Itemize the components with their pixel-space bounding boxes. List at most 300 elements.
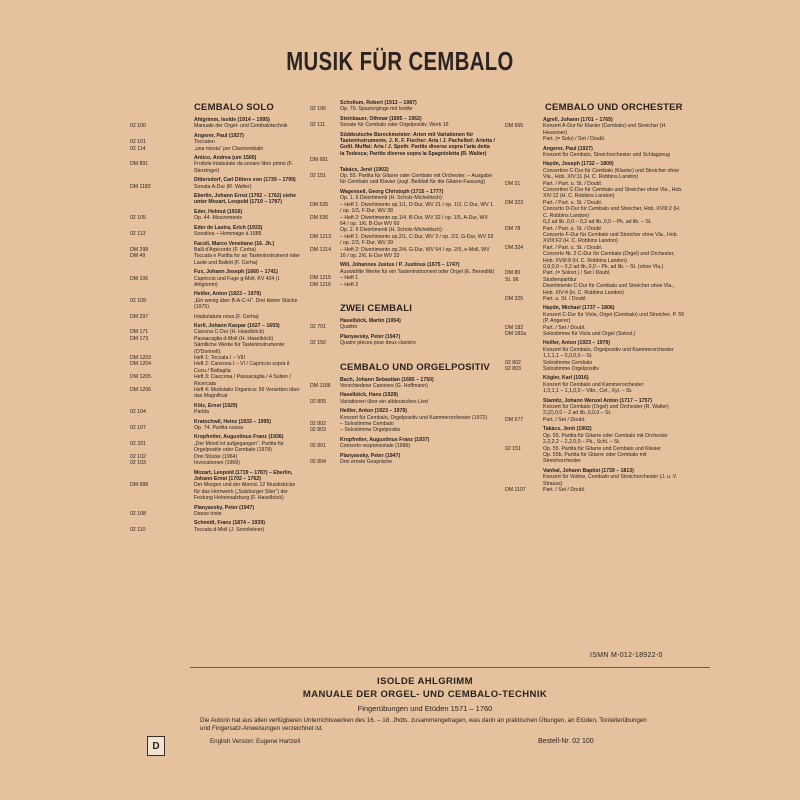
catalog-entry bbox=[130, 177, 300, 190]
work-title: Heft 4: Modulatio Organica: 56 Versetten über das Magnificat bbox=[194, 387, 300, 400]
catalog-entry bbox=[505, 426, 685, 464]
section-heading: CEMBALO UND ORCHESTER bbox=[545, 102, 683, 113]
entry-row bbox=[310, 215, 495, 228]
composer-name: Kerll, Johann Kaspar (1627 – 1693) bbox=[194, 322, 280, 329]
entry-list bbox=[505, 117, 685, 493]
catalog-number: 02 102 bbox=[130, 453, 146, 460]
entry-row bbox=[310, 383, 495, 389]
catalog-number: DM 536 bbox=[310, 214, 329, 221]
catalog-entry bbox=[505, 146, 685, 159]
catalog-number: 02 107 bbox=[130, 425, 146, 432]
entry-row bbox=[505, 312, 685, 325]
entry-row bbox=[310, 106, 495, 112]
catalog-number: 02 104 bbox=[130, 409, 146, 416]
entry-row bbox=[130, 123, 300, 129]
entry-row bbox=[310, 132, 495, 158]
composer-name: Heiller, Anton (1923 – 1979) bbox=[194, 291, 261, 298]
work-title: Konzert für Cembalo, Streichorchester und Schlagzeug bbox=[543, 152, 670, 159]
work-title: Auswählte Werke für ein Tasteninstrument oder Orgel (E. Benedikt) bbox=[340, 268, 495, 275]
composer-name: Takács, Jenö (1902) bbox=[543, 426, 592, 433]
entry-row bbox=[505, 206, 685, 219]
composer-name: Eder de Lastra, Erich (1933) bbox=[194, 224, 263, 231]
catalog-number: DM 80 bbox=[505, 270, 521, 277]
entry-row bbox=[130, 215, 300, 221]
composer-name: Stamitz, Johann Wenzel Anton (1717 – 1757) bbox=[543, 397, 652, 404]
entry-row bbox=[130, 314, 300, 320]
work-title: Toccata e Partita for an Tasteninstrument oder Laute und Ballett (F. Cerha) bbox=[194, 253, 301, 266]
catalog-entry bbox=[310, 408, 495, 434]
column-middle bbox=[310, 100, 495, 468]
work-title: – Heft 1: Divertimento op.2/1, C-Dur, WV 3 / op. 2/2, G-Dur, WV 53 / op. 2/3, F-Dur, WV 39 bbox=[340, 233, 494, 247]
catalog-entry bbox=[310, 189, 495, 259]
work-title: Part. / Set / Doubl. bbox=[543, 324, 586, 331]
work-title: „Der Mond ist aufgegangen“. Partita für Orgelpositiv oder Cembalo (1978) bbox=[194, 440, 284, 454]
work-title: 0,0,0,0 – 0,2 ad lib.,0,0 – Pk. ad lib. – St. (ohne Vla.) bbox=[543, 263, 664, 270]
work-title: 2,2,2,2 – 2,2,0,0 – Pk., Schl. – St. bbox=[543, 439, 621, 446]
entry-row bbox=[310, 157, 495, 163]
catalog-entry bbox=[130, 133, 300, 152]
work-title: Op. 55. Partita für Gitarre und Cembalo und Klavier bbox=[543, 445, 661, 452]
work-title: – Heft 2: Divertimento op.2/4, G-Dur, WV 54 / op. 2/5, e-Moll, WV 16 / op. 2/6, E-Dur WV 33 bbox=[340, 246, 490, 259]
composer-name: Planyavsky, Peter (1947) bbox=[194, 504, 255, 511]
work-title: Heft 2: Canzona I – VI / Capriccio sopra il Cucu / Battaglia bbox=[194, 361, 290, 374]
catalog-number: DM 78 bbox=[505, 225, 521, 232]
catalog-number: 02 101 bbox=[130, 139, 146, 146]
work-title: Sonate für Cembalo oder Orgelpositiv, Werk 16 bbox=[340, 122, 449, 129]
catalog-entry bbox=[130, 193, 300, 206]
entry-row bbox=[130, 146, 300, 152]
work-title bbox=[340, 157, 495, 163]
catalog-number: DM 1214 bbox=[310, 246, 332, 253]
work-title: 0,2 ad lib.,0,0 – 0,2 ad lib.,0,0 – Pk. ad lib. – St. bbox=[543, 219, 652, 226]
catalog-entry bbox=[130, 505, 300, 518]
catalog-number: 02 803 bbox=[310, 427, 326, 434]
entry-row bbox=[505, 388, 685, 394]
composer-name: Dittersdorf, Carl Ditters von (1739 – 1799) bbox=[194, 177, 296, 184]
composer-name: Kratochwil, Heinz (1933 – 1995) bbox=[194, 418, 271, 425]
work-title: Part. / Part. u. St. / Doubl. bbox=[543, 225, 603, 232]
catalog-entry bbox=[310, 318, 495, 331]
english-version-credit: English Version: Eugene Hartzell bbox=[210, 738, 301, 745]
catalog-entry bbox=[505, 398, 685, 424]
catalog-number: DM 49 bbox=[130, 253, 146, 260]
catalog-number bbox=[505, 187, 543, 200]
catalog-entry bbox=[130, 419, 300, 432]
catalog-number: 02 100 bbox=[130, 123, 146, 130]
catalog-number bbox=[505, 388, 543, 394]
catalog-number: DM 323 bbox=[505, 199, 524, 206]
catalog-entry bbox=[130, 434, 300, 466]
work-title: Sämtliche Werke für Tasteninstrumente (O'Donnell): bbox=[194, 342, 285, 355]
featured-work-box bbox=[200, 676, 650, 733]
composer-name: Wagenseil, Georg Christoph (1715 – 1777) bbox=[340, 188, 444, 195]
entry-row bbox=[130, 511, 300, 517]
catalog-number: DM 325 bbox=[505, 295, 524, 302]
work-title: Konzert für Cembalo und Kammerorchester bbox=[543, 381, 644, 388]
catalog-number bbox=[505, 312, 543, 325]
work-title: Op. 44. Mouvements bbox=[194, 215, 243, 222]
work-title: Konzert für Cembalo (Orgel) und Orchester (R. Walter) bbox=[543, 404, 669, 411]
work-title: Solostimme Orgelpositiv bbox=[543, 366, 599, 373]
catalog-entry bbox=[130, 520, 300, 533]
catalog-number: 02 805 bbox=[310, 398, 326, 405]
catalog-number: DM 681 bbox=[310, 157, 329, 164]
catalog-entry bbox=[310, 116, 495, 129]
catalog-number bbox=[130, 342, 194, 355]
catalog-number: St. 96 bbox=[505, 276, 519, 283]
divider bbox=[190, 667, 710, 668]
catalog-number: 02 109 bbox=[130, 297, 146, 304]
work-title: Op. 55. Partita für Gitarre oder Cembalo mit Orchester bbox=[543, 432, 668, 439]
work-title: Konzert A-Dur für Klavier (Cembalo) und Streicher (H. Heussner) bbox=[543, 123, 667, 136]
catalog-number: DM 1205 bbox=[130, 374, 152, 381]
work-title: Op. 2. 6 Divertimenti (H. Scholz-Michelitsch): bbox=[340, 227, 444, 234]
catalog-number: 02 114 bbox=[130, 145, 146, 152]
ismn-number: ISMN M-012-18922-0 bbox=[590, 652, 663, 659]
work-title: „una mesta“ per Clavicembalo bbox=[194, 145, 264, 152]
catalog-number: 02 113 bbox=[130, 231, 146, 238]
catalog-number bbox=[505, 136, 543, 142]
entry-row bbox=[130, 441, 300, 454]
catalog-number bbox=[505, 232, 543, 245]
work-title: Quatre pièces pour deux claviers bbox=[340, 340, 416, 347]
work-title: Solostimme Cembalo bbox=[543, 359, 593, 366]
entry-row bbox=[505, 452, 685, 465]
entry-row bbox=[505, 251, 685, 264]
composer-name: Kölz, Ernst (1929) bbox=[194, 402, 238, 409]
entry-row bbox=[505, 474, 685, 487]
entry-row bbox=[505, 331, 685, 337]
entry-row bbox=[505, 123, 685, 136]
entry-row bbox=[130, 231, 300, 237]
work-title: Part. / Set / Doubl. bbox=[543, 486, 586, 493]
work-title: Concerto responsoriale (1986) bbox=[340, 443, 411, 450]
catalog-number: DM 588 bbox=[130, 482, 149, 489]
composer-name: Eder, Helmut (1916) bbox=[194, 208, 243, 215]
composer-name: Kögler, Karl (1916) bbox=[543, 375, 589, 382]
composer-name: Haselböck, Martin (1954) bbox=[340, 317, 401, 324]
composer-name: Heiller, Anton (1923 – 1979) bbox=[543, 340, 610, 347]
work-title: Verschiedene Canones (G. Hoffmann) bbox=[340, 383, 428, 389]
entry-row bbox=[505, 487, 685, 493]
composer-name: Planyavsky, Peter (1947) bbox=[340, 452, 401, 459]
entry-row bbox=[130, 361, 300, 374]
composer-name: Süddeutsche Barockmeister: Arien mit Variationen für Tasteninstrumente, J. K. F. Fischer: Aria / J. Pachelbel: Arietta / Gottl. Muffat: Aria / J. Speth: Partite diverse sopra l'aria detta la Todesca; Partite diverse sopra la Spagnioletta (R. Walter) bbox=[340, 131, 495, 157]
catalog-number: DM 535 bbox=[310, 201, 329, 208]
catalog-entry bbox=[505, 468, 685, 494]
entry-row bbox=[310, 427, 495, 433]
composer-name: Kropfreiter, Augustinus Franz (1936) bbox=[194, 434, 284, 441]
entry-row bbox=[310, 443, 495, 449]
catalog-entry bbox=[130, 291, 300, 310]
work-title: 2,(2),0,0 – 2 ad lib.,0,0,0 – St. bbox=[543, 410, 612, 417]
catalog-number: DM 106 bbox=[130, 275, 149, 282]
catalog-number: DM 1204 bbox=[130, 361, 152, 368]
catalog-number: 02 331 bbox=[130, 440, 146, 447]
work-title: Passacaglia d-Moll (H. Haselböck) bbox=[194, 335, 274, 342]
work-title: Heft 3: Ciaccona / Passacaglia / 4 Suiten / Ricercata bbox=[194, 374, 291, 387]
catalog-number: DM 171 bbox=[130, 329, 149, 336]
catalog-number: 02 108 bbox=[130, 510, 146, 517]
work-title: Ciacona C-Dur (H. Haselböck) bbox=[194, 329, 265, 336]
entry-list bbox=[130, 117, 300, 533]
catalog-number: DM 1107 bbox=[505, 486, 526, 493]
work-title: Op. 55. Partita für Gitarre oder Cembalo mit Orchester. – Ausgabe für Cembalo und Klavier (zugl. Beiblatt für die Gitarre-Fassung) bbox=[340, 173, 492, 186]
work-title: – Solostimme Cembalo bbox=[340, 421, 394, 428]
catalog-number bbox=[505, 251, 543, 264]
catalog-entry bbox=[130, 155, 300, 174]
work-title: – Heft 2: Divertimento op.1/4, B-Dur, WV 32 / op. 1/5, A-Dur, WV 64 / op. 1/6, B-Dur WV 60 bbox=[340, 214, 488, 227]
entry-row bbox=[505, 296, 685, 302]
catalog-number bbox=[505, 283, 543, 296]
entry-list bbox=[310, 100, 495, 288]
entry-row bbox=[130, 425, 300, 431]
composer-name: Facoli, Marco Venetiano (16. Jh.) bbox=[194, 240, 275, 247]
entry-row bbox=[505, 366, 685, 372]
catalog-number: DM 1183 bbox=[130, 183, 151, 190]
work-title: Solostimme für Viola und Orgel (Solost.) bbox=[543, 331, 636, 337]
entry-list bbox=[310, 377, 495, 466]
catalog-entry bbox=[310, 167, 495, 186]
entry-row bbox=[130, 527, 300, 533]
composer-name: Takács, Jenö (1902) bbox=[340, 166, 389, 173]
featured-description: Die Autorin hat aus allen verfügbaren Unterrichtswerken des 16. – 18. Jhdts. zusammengetragen, was darin an praktischen Übungen, an Etüden, Tonleiterübungen und Fingersatz-Anweisungen verzeichnet ist. bbox=[200, 717, 647, 732]
catalog-number: 02 106 bbox=[310, 106, 326, 113]
catalog-number: DM 1213 bbox=[310, 233, 332, 240]
catalog-number: 02 802 bbox=[505, 359, 521, 366]
entry-row bbox=[505, 152, 685, 158]
work-title: Konzert C-Dur für Viola, Orgel (Cembalo) und Streicher, P. 55 (P. Angerer) bbox=[543, 311, 685, 325]
column-cembalo-solo bbox=[130, 100, 300, 536]
catalog-number: 02 150 bbox=[310, 340, 326, 347]
catalog-number: 02 151 bbox=[310, 173, 326, 180]
catalog-entry bbox=[505, 161, 685, 302]
catalog-number: 02 111 bbox=[310, 122, 326, 129]
section-heading: CEMBALO SOLO bbox=[194, 102, 274, 113]
entry-row bbox=[130, 482, 300, 501]
entry-row bbox=[130, 387, 300, 400]
catalog-entry bbox=[130, 117, 300, 130]
entry-row bbox=[310, 399, 495, 405]
entry-row bbox=[505, 187, 685, 200]
catalog-number: DM 891 bbox=[130, 161, 149, 168]
entry-row bbox=[310, 234, 495, 247]
work-title: Part. / Part. u. St. / Doubl. bbox=[543, 244, 603, 251]
catalog-entry bbox=[505, 117, 685, 143]
catalog-entry bbox=[310, 377, 495, 390]
catalog-number bbox=[505, 168, 543, 181]
work-title: Concerto D-Dur für Cembalo und Streicher, Hob. XVIII:2 (H. C. Robbins Landon) bbox=[543, 206, 681, 219]
work-title: Der Morgen und der Abend. 12 Musikstücke für das Hornwerk („Salzburger Stier“) der Festung Hohensalzburg (F. Haselböck) bbox=[194, 482, 296, 502]
work-title: Op. 70. Spazierginge mit Isolde bbox=[340, 106, 413, 113]
work-title: Toccaten bbox=[194, 139, 215, 146]
entry-row bbox=[130, 161, 300, 174]
work-title: Part. u. St. / Doubl. bbox=[543, 295, 587, 302]
work-title: Divertimento C-Dur für Cembalo und Streicher ohne Vla., Hob. XIV:4 (H. C. Robbins Landon) bbox=[543, 283, 675, 296]
catalog-number: 02 803 bbox=[505, 366, 521, 373]
work-title: Invocationen (1969) bbox=[194, 460, 240, 467]
catalog-entry bbox=[130, 403, 300, 416]
work-title: Part. (= Solost.) / Set / Doubl. bbox=[543, 270, 611, 277]
catalog-number: DM 297 bbox=[130, 313, 149, 320]
catalog-number: 02 804 bbox=[310, 459, 326, 466]
work-title: Danse triste bbox=[194, 510, 222, 517]
catalog-number: DM 1206 bbox=[130, 387, 152, 394]
catalog-number: DM 1203 bbox=[130, 355, 152, 361]
catalog-entry bbox=[310, 334, 495, 347]
work-title: Op. 74. Partita nuova bbox=[194, 425, 244, 432]
entry-row bbox=[310, 122, 495, 128]
catalog-number: 02 103 bbox=[130, 460, 146, 467]
work-title: Op. 55b. Partita für Gitarre oder Cembalo mit Streichorchester bbox=[543, 451, 647, 465]
work-title: Toccata d-Moll (J. Sonnleitner) bbox=[194, 526, 265, 533]
work-title: Frottole intabulate da sonare libro primo (F. Sterzinger) bbox=[194, 161, 293, 174]
composer-name: Angerer, Paul (1927) bbox=[194, 132, 244, 139]
order-number: Bestell-Nr. 02 100 bbox=[538, 738, 594, 745]
featured-title: MANUALE DER ORGEL- UND CEMBALO-TECHNIK bbox=[302, 689, 548, 700]
catalog-entry bbox=[310, 132, 495, 164]
composer-name: Bach, Johann Sebastian (1685 – 1750) bbox=[340, 376, 434, 383]
page-title: MUSIK FÜR CEMBALO bbox=[286, 46, 514, 76]
entry-row bbox=[130, 184, 300, 190]
composer-name: Steinbauer, Othmar (1895 – 1962) bbox=[340, 115, 422, 122]
section-heading: CEMBALO UND ORGELPOSITIV bbox=[340, 361, 490, 373]
work-title: Quattro bbox=[340, 324, 358, 331]
composer-name: Angerer, Paul (1927) bbox=[543, 145, 593, 152]
work-title: – Heft 2 bbox=[340, 281, 359, 288]
entry-row bbox=[505, 136, 685, 142]
catalog-number bbox=[505, 474, 543, 487]
work-title: Intabulatura nova (F. Cerha) bbox=[194, 313, 259, 320]
work-title: Drei ernste Gespräche bbox=[340, 459, 393, 466]
entry-row bbox=[310, 202, 495, 215]
work-title: Sonata A-Dur (R. Walter) bbox=[194, 183, 252, 190]
composer-name: Antico, Andrea (um 1500) bbox=[194, 155, 257, 162]
catalog-number: 02 801 bbox=[310, 443, 326, 450]
work-title: Drei Stücke (1964) bbox=[194, 453, 238, 460]
catalog-number: DM 21 bbox=[505, 180, 521, 187]
entry-row bbox=[130, 253, 300, 266]
publisher-logo-icon: D bbox=[147, 736, 165, 756]
catalog-entry bbox=[310, 453, 495, 466]
composer-name: Haydn, Michael (1737 – 1806) bbox=[543, 305, 615, 312]
composer-name: Eberlin, Johann Ernst (1702 – 1762) siehe unter Mozart, Leopold (1719 – 1787) bbox=[194, 193, 297, 206]
catalog-entry bbox=[310, 100, 495, 113]
work-title: – Solostimme Orgelpositiv bbox=[340, 427, 401, 434]
entry-row bbox=[130, 460, 300, 466]
composer-name: Haselböck, Hans (1928) bbox=[340, 392, 398, 399]
catalog-number: 02 105 bbox=[130, 215, 146, 222]
work-title: Part. (= Solo) / Set / Doubl. bbox=[543, 136, 606, 143]
entry-row bbox=[130, 409, 300, 415]
catalog-number: 02 110 bbox=[130, 526, 146, 533]
entry-row bbox=[310, 459, 495, 465]
work-title: Part. / Set / Doubl. bbox=[543, 416, 586, 423]
entry-row bbox=[130, 193, 300, 206]
composer-name: Kropfreiter, Augustinus Franz (1937) bbox=[340, 436, 430, 443]
composer-name: Vanhal, Johann Baptist (1739 – 1813) bbox=[543, 467, 634, 474]
catalog-number bbox=[310, 132, 340, 158]
entry-row bbox=[310, 324, 495, 330]
catalog-number: DM 182a bbox=[505, 331, 527, 337]
catalog-number bbox=[505, 206, 543, 219]
work-title: Partita bbox=[194, 409, 209, 416]
section-heading: ZWEI CEMBALI bbox=[340, 302, 413, 314]
catalog-entry bbox=[130, 314, 300, 320]
composer-name: Schmidt, Franz (1874 – 1939) bbox=[194, 520, 265, 527]
entry-row bbox=[505, 417, 685, 423]
catalog-number: DM 1216 bbox=[310, 281, 332, 288]
composer-name: Mozart, Leopold (1719 – 1787) – Eberlin, Johann Ernst (1702 – 1762) bbox=[194, 469, 293, 482]
work-title: Part. / Part. u. St. / Doubl. bbox=[543, 199, 603, 206]
entry-row bbox=[130, 470, 300, 483]
catalog-entry bbox=[130, 323, 300, 400]
catalog-number bbox=[505, 452, 543, 465]
composer-name: Agrell, Johann (1701 – 1765) bbox=[543, 117, 613, 123]
work-title: Part. / Part. u. St. / Doubl. bbox=[543, 180, 603, 187]
entry-row bbox=[310, 173, 495, 186]
work-title: 1,1,1,1 – 0,0,0,0 – St. bbox=[543, 353, 593, 360]
entry-row bbox=[130, 298, 300, 311]
featured-author: ISOLDE AHLGRIMM bbox=[377, 676, 473, 687]
entry-list bbox=[310, 318, 495, 347]
work-title: – Heft 1: Divertimento op.1/1, D-Dur, WV 21 / op. 1/2, C-Dur, WV 1 / op. 1/3, F-Dur, WV 38 bbox=[340, 201, 494, 215]
work-title: 1,0,1,1 – 1,1,0,0 – Vibr., Cel., Xyl. – St. bbox=[543, 388, 633, 395]
catalog-number: DM 173 bbox=[130, 335, 149, 342]
work-title: Balli d'Arpicordo (F. Cerha) bbox=[194, 246, 256, 253]
column-cembalo-orchester bbox=[505, 100, 685, 496]
catalog-number bbox=[130, 470, 194, 483]
composer-name: Heiller, Anton (1923 – 1979) bbox=[340, 408, 407, 415]
entry-row bbox=[505, 168, 685, 181]
catalog-entry bbox=[130, 225, 300, 238]
entry-row bbox=[130, 276, 300, 289]
catalog-entry bbox=[130, 470, 300, 502]
work-title: Concertino C-Dur für Cembalo und Streicher ohne Vla., Hob. XIV:12 (H. C. Robbins Landon) bbox=[543, 187, 683, 200]
work-title: Konzert für Cembalo, Orgelpositiv und Kammerorchester (1972) bbox=[340, 414, 488, 421]
entry-row bbox=[505, 283, 685, 296]
work-title: Op. 1. 6 Divertimenti (H. Scholz-Michelitsch): bbox=[340, 195, 444, 202]
work-title: Manuale der Orgel- und Cembalotechnik bbox=[194, 123, 288, 130]
entry-row bbox=[130, 374, 300, 387]
catalog-number: 02 701 bbox=[310, 324, 326, 331]
work-title: Concerto F-Dur für Cembalo und Streicher ohne Vla., Hob. XVIII:F2 (H. C. Robbins Landon) bbox=[543, 231, 678, 245]
entry-row bbox=[310, 340, 495, 346]
work-title: Studienpartitur bbox=[543, 276, 577, 283]
entry-row bbox=[310, 282, 495, 288]
catalog-number: DM 324 bbox=[505, 244, 524, 251]
catalog-number: 02 802 bbox=[310, 421, 326, 428]
composer-name: Schollum, Robert (1913 – 1987) bbox=[340, 100, 417, 106]
catalog-number: DM 182 bbox=[505, 324, 524, 331]
entry-row bbox=[310, 247, 495, 260]
work-title: „Ein wenig über B-A-C-H“. Drei kleine Stücke (1975) bbox=[194, 297, 298, 311]
catalog-entry bbox=[310, 392, 495, 405]
catalog-number: DM 665 bbox=[505, 123, 524, 130]
catalog-entry bbox=[310, 262, 495, 288]
catalog-number: DM 1215 bbox=[310, 275, 332, 282]
work-title: Sonatina – Hommage à 1685 bbox=[194, 231, 262, 238]
work-title: Heft 1: Toccata I – VIII bbox=[194, 355, 245, 361]
catalog-entry bbox=[310, 437, 495, 450]
work-title: Variationen über ein altdeutsches Lied bbox=[340, 398, 428, 405]
work-title: Konzert für Cembalo, Orgelpositiv und Kammerorchester bbox=[543, 346, 674, 353]
composer-name: Ahlgrimm, Isolde (1914 – 1995) bbox=[194, 117, 270, 123]
work-title: Concerto Nr. 2 C-Dur für Cembalo (Orgel) und Orchester, Hob. XVIII:8 (H. C. Robbins Landon) bbox=[543, 251, 675, 264]
catalog-entry bbox=[130, 269, 300, 288]
catalog-number: DM 677 bbox=[505, 416, 524, 423]
composer-name: Planyavsky, Peter (1947) bbox=[340, 333, 401, 340]
